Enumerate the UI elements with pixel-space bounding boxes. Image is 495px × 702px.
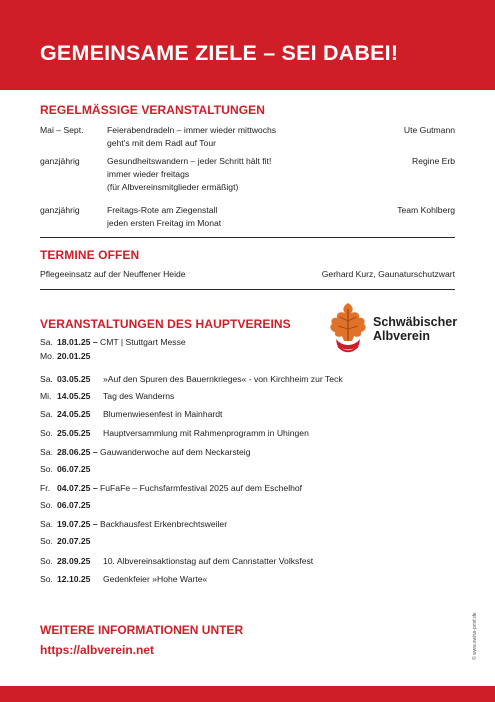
event-weekday: Sa.	[40, 337, 53, 347]
event-row	[40, 405, 222, 423]
divider	[40, 237, 455, 238]
event-weekday: Sa.	[40, 519, 53, 529]
event-date-sep: –	[92, 483, 98, 493]
event-line: immer wieder freitags	[107, 169, 190, 179]
event-title: Backhausfest Erkenbrechtsweiler	[100, 519, 228, 529]
event-row	[40, 570, 207, 588]
section-heading-regular: REGELMÄSSIGE VERANSTALTUNGEN	[40, 103, 266, 117]
event-weekday: Mo.	[40, 351, 55, 361]
event-contact: Regine Erb	[412, 156, 455, 166]
event-when: Mai – Sept.	[40, 125, 84, 135]
event-date: 19.07.25	[57, 519, 91, 529]
event-weekday: So.	[40, 556, 53, 566]
event-weekday: Sa.	[40, 447, 53, 457]
open-item-contact: Gerhard Kurz, Gaunaturschutzwart	[321, 269, 455, 279]
event-title: 10. Albvereinsaktionstag auf dem Cannstatter Volksfest	[103, 556, 314, 566]
event-title: Hauptversammlung mit Rahmenprogramm in Uhingen	[103, 428, 309, 438]
event-date: 12.10.25	[57, 574, 91, 584]
event-weekday: So.	[40, 464, 53, 474]
event-date: 06.07.25	[57, 500, 91, 510]
event-row-end	[40, 460, 90, 478]
event-date: 25.05.25	[57, 428, 91, 438]
event-weekday: So.	[40, 500, 53, 510]
event-row	[40, 515, 227, 533]
page-title: GEMEINSAME ZIELE – SEI DABEI!	[40, 41, 399, 65]
event-date-sep: –	[92, 337, 98, 347]
albverein-logo	[326, 301, 461, 357]
event-row	[40, 424, 309, 442]
event-row-end	[40, 347, 90, 365]
event-date: 03.05.25	[57, 374, 91, 384]
info-link[interactable]: https://albverein.net	[40, 643, 155, 657]
event-line: Feierabendradeln – immer wieder mittwochs	[107, 125, 277, 135]
event-title: Tag des Wanderns	[103, 391, 175, 401]
event-date: 28.09.25	[57, 556, 91, 566]
event-line: Gesundheitswandern – jeder Schritt hält fit!	[107, 156, 272, 166]
event-contact: Ute Gutmann	[403, 125, 455, 135]
event-weekday: So.	[40, 574, 53, 584]
event-title: FuFaFe – Fuchsfarmfestival 2025 auf dem Eschelhof	[100, 483, 303, 493]
event-row	[40, 387, 174, 405]
event-title: Blumenwiesenfest in Mainhardt	[103, 409, 223, 419]
event-title: Gedenkfeier »Hohe Warte«	[103, 574, 208, 584]
event-row	[40, 370, 343, 388]
event-row	[40, 552, 313, 570]
event-weekday: So.	[40, 536, 53, 546]
event-line: (für Albvereinsmitglieder ermäßigt)	[107, 182, 239, 192]
event-date: 18.01.25	[57, 337, 91, 347]
logo-text-line2: Albverein	[373, 329, 430, 343]
event-line: Freitags-Rote am Ziegenstall	[107, 205, 218, 215]
section-heading-main: VERANSTALTUNGEN DES HAUPTVEREINS	[40, 317, 291, 331]
event-date-sep: –	[92, 447, 98, 457]
info-heading: WEITERE INFORMATIONEN UNTER	[40, 623, 244, 637]
open-item-title: Pflegeeinsatz auf der Neuffener Heide	[40, 269, 186, 279]
event-title: »Auf den Spuren des Bauernkrieges« - von Kirchheim zur Teck	[103, 374, 343, 384]
footer-bar	[0, 686, 495, 702]
event-line: geht's mit dem Radl auf Tour	[107, 138, 216, 148]
event-date: 28.06.25	[57, 447, 91, 457]
event-date: 14.05.25	[57, 391, 91, 401]
event-date: 06.07.25	[57, 464, 91, 474]
header-banner	[0, 0, 495, 90]
event-contact: Team Kohlberg	[397, 205, 455, 215]
oak-leaf-icon	[326, 301, 370, 357]
event-weekday: Fr.	[40, 483, 51, 493]
event-date: 20.07.25	[57, 536, 91, 546]
event-date: 24.05.25	[57, 409, 91, 419]
event-when: ganzjährig	[40, 205, 80, 215]
event-title: CMT | Stuttgart Messe	[100, 337, 186, 347]
logo-text-line1: Schwäbischer	[373, 315, 458, 329]
event-weekday: Mi.	[40, 391, 52, 401]
event-row-end	[40, 496, 90, 514]
event-weekday: Sa.	[40, 409, 53, 419]
event-when: ganzjährig	[40, 156, 80, 166]
divider	[40, 289, 455, 290]
event-date: 20.01.25	[57, 351, 91, 361]
event-date: 04.07.25	[57, 483, 91, 493]
section-heading-open: TERMINE OFFEN	[40, 248, 140, 262]
event-weekday: So.	[40, 428, 53, 438]
event-row-end	[40, 532, 90, 550]
event-line: jeden ersten Freitag im Monat	[107, 218, 222, 228]
event-title: Gauwanderwoche auf dem Neckarsteig	[100, 447, 251, 457]
event-weekday: Sa.	[40, 374, 53, 384]
event-row	[40, 443, 251, 461]
event-row	[40, 479, 302, 497]
printer-credit: © www.swiss-print.de	[472, 612, 478, 660]
event-date-sep: –	[92, 519, 98, 529]
